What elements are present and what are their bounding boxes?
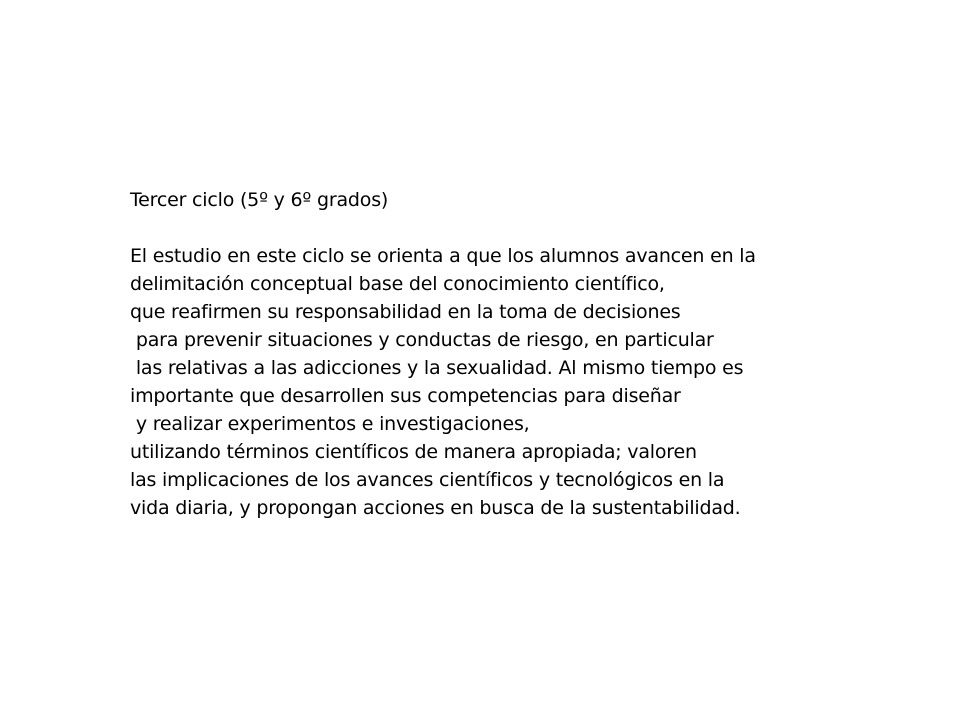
paragraph-line: vida diaria, y propongan acciones en busca de la sustentabilidad. (130, 497, 741, 519)
paragraph-line: importante que desarrollen sus competencias para diseñar (130, 385, 681, 407)
paragraph-line: las relativas a las adicciones y la sexualidad. Al mismo tiempo es (130, 357, 744, 379)
blank-line (130, 214, 930, 242)
heading: Tercer ciclo (5º y 6º grados) (130, 189, 389, 211)
paragraph-line: delimitación conceptual base del conocimiento científico, (130, 273, 665, 295)
paragraph-line: para prevenir situaciones y conductas de riesgo, en particular (130, 329, 714, 351)
paragraph-line: y realizar experimentos e investigaciones, (130, 413, 530, 435)
paragraph-line: que reafirmen su responsabilidad en la toma de decisiones (130, 301, 681, 323)
paragraph-line: El estudio en este ciclo se orienta a que los alumnos avancen en la (130, 245, 756, 267)
paragraph-line: las implicaciones de los avances científicos y tecnológicos en la (130, 469, 725, 491)
text-block (130, 186, 930, 522)
paragraph-line: utilizando términos científicos de manera apropiada; valoren (130, 441, 697, 463)
